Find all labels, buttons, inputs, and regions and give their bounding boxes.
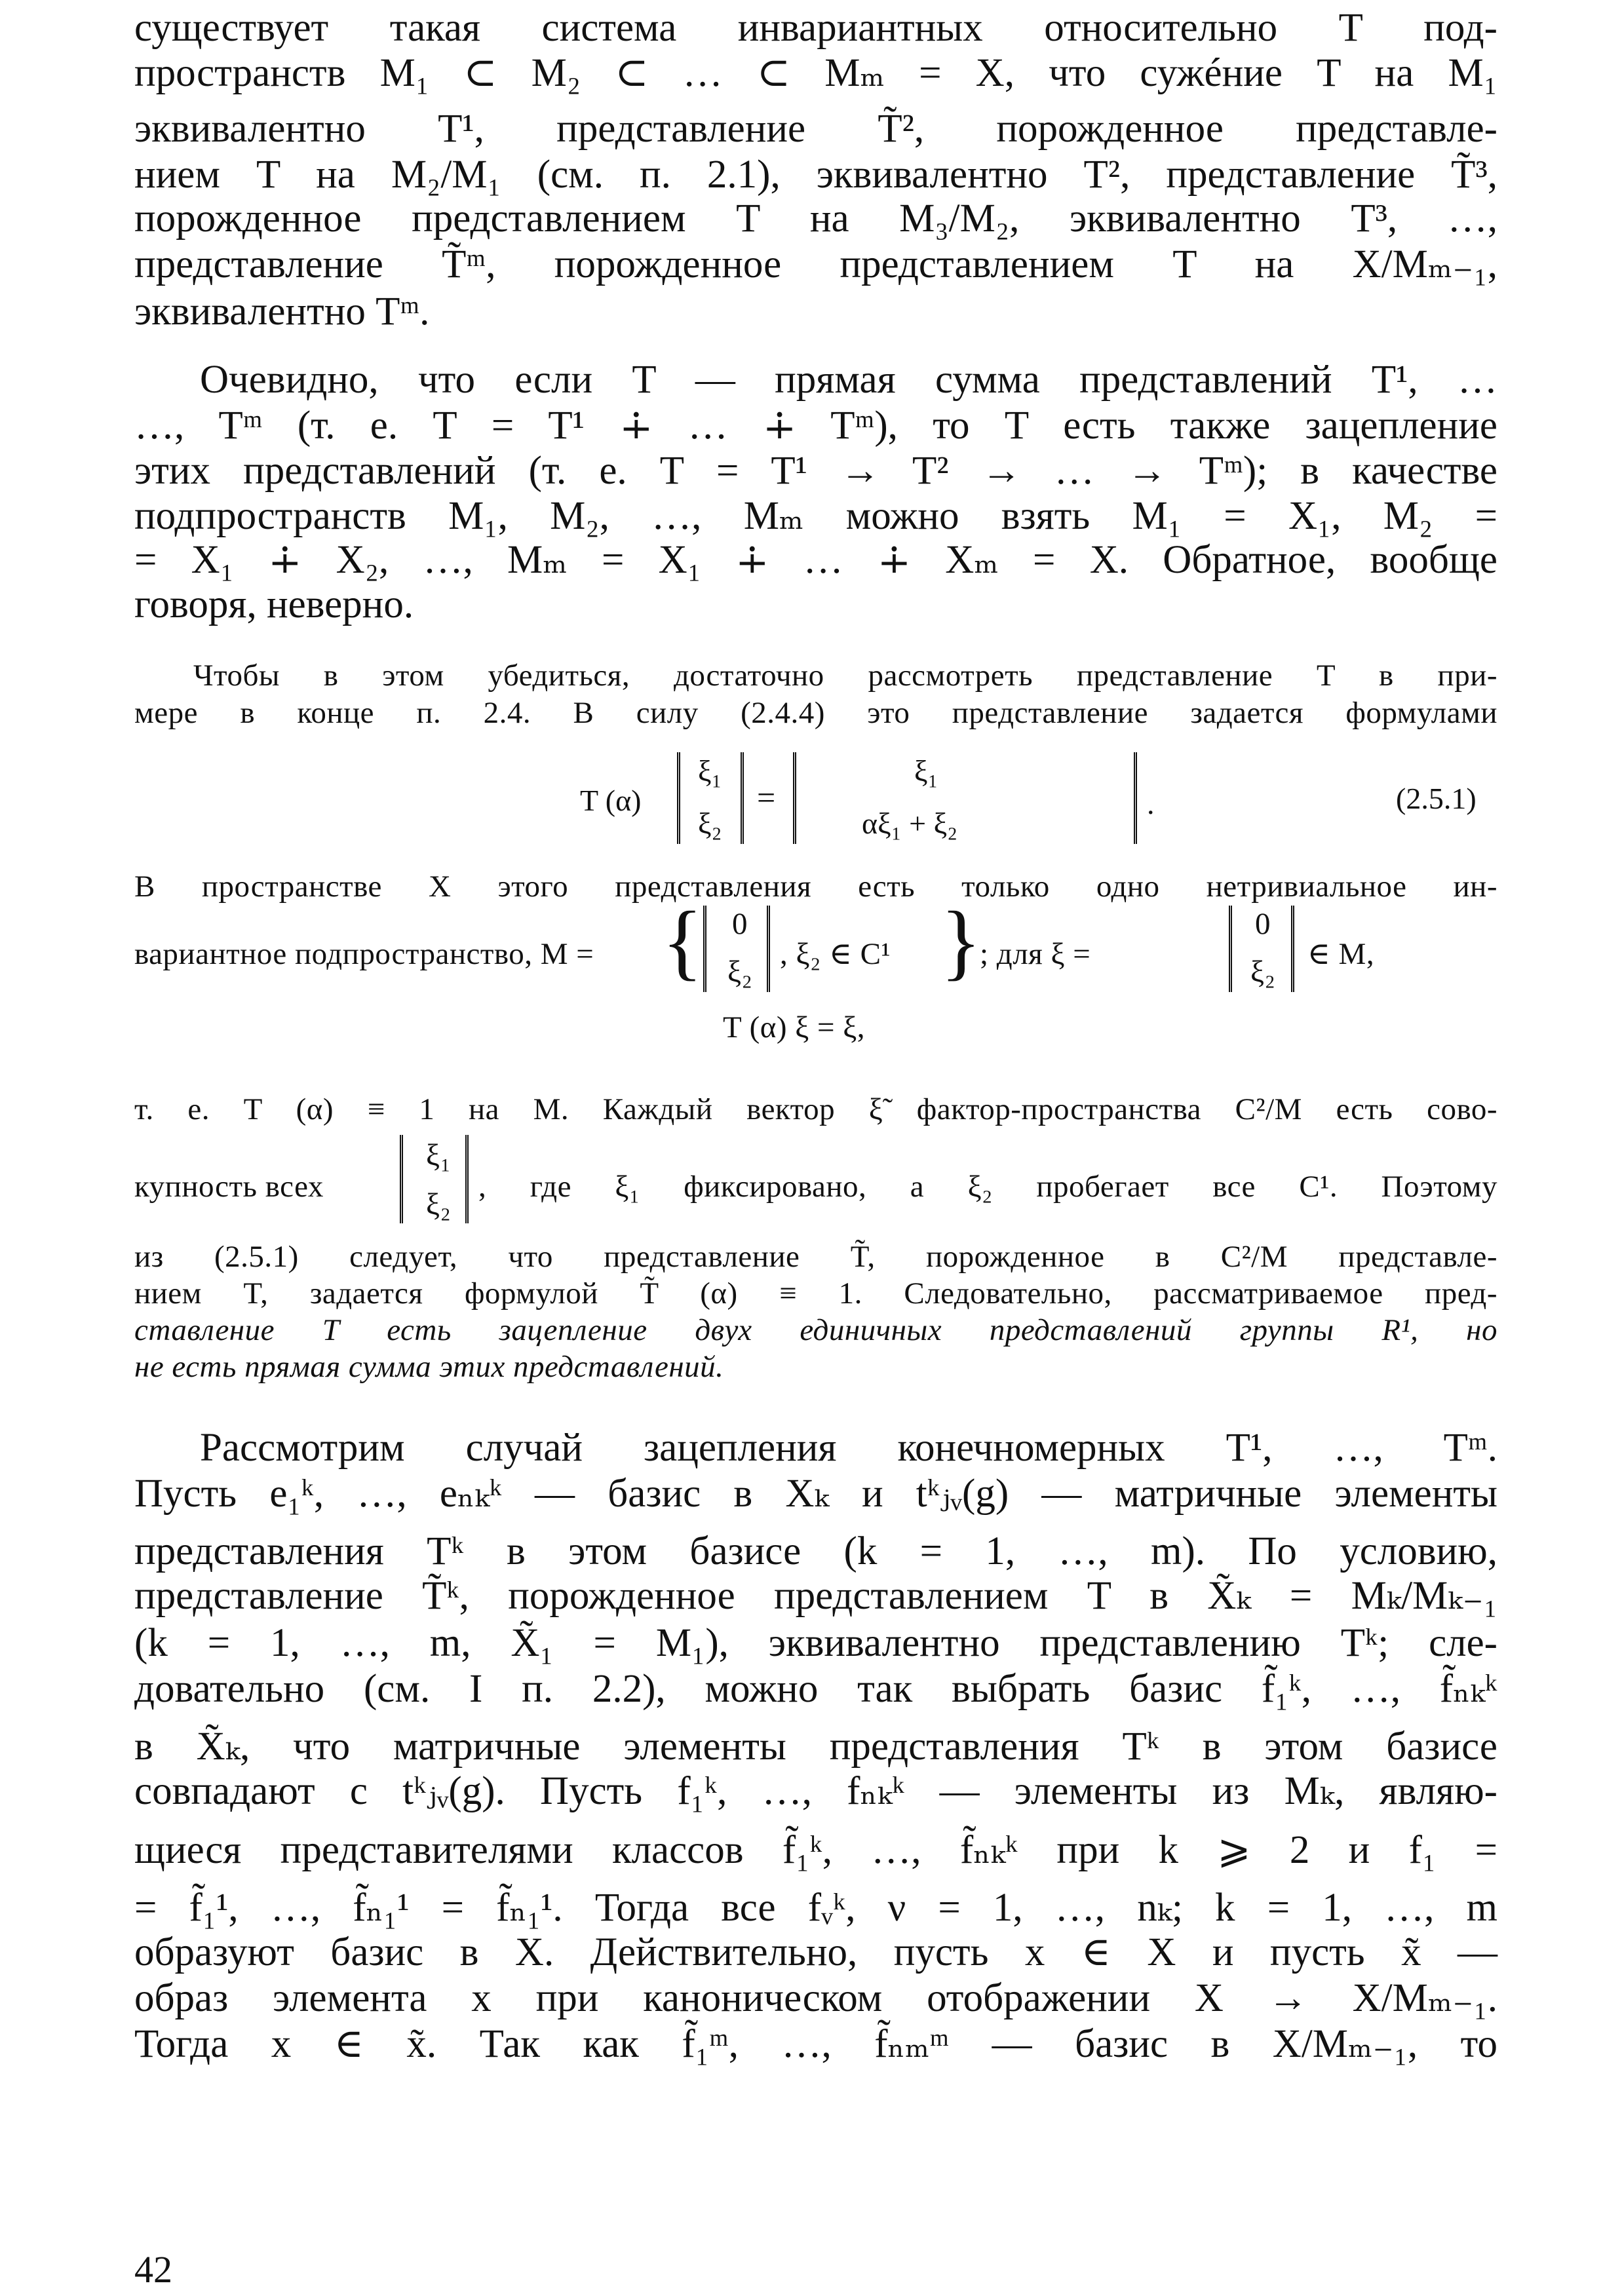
text-line: = f̃₁¹, …, f̃ₙ₁¹ = f̃ₙ₁¹. Тогда все fᵥᵏ, ν = 1, …, nₖ; k = 1, …, m [134,1886,1497,1930]
text-line: довательно (см. I п. 2.2), можно так выбрать базис f̃₁ᵏ, …, f̃ₙₖᵏ [134,1667,1497,1711]
set-condition: , ξ₂ ∈ C¹ [780,937,891,971]
text-line: из (2.5.1) следует, что представление T̃, порожденное в C²/M представле- [134,1240,1497,1274]
eq-equals: = [757,779,776,816]
text-line: образуют базис в X. Действительно, пусть x ∈ X и пусть x̃ — [134,1930,1497,1974]
text-line: этих представлений (т. е. T = T¹ → T² → … → Tᵐ); в качестве [134,449,1497,493]
text-segment: ∈ M, [1307,937,1375,971]
text-line: порожденное представлением T на M₃/M₂, эквивалентно T³, …, [134,197,1497,240]
page [134,0,1497,2296]
vector-bottom: ξ₂ [1250,955,1276,989]
brace-left: { [662,894,703,989]
text-line: пространств M₁ ⊂ M₂ ⊂ … ⊂ Mₘ = X, что сужéние T на M₁ [134,51,1497,95]
eq-bracket [677,752,680,844]
eq-period: . [1147,787,1155,820]
text-line: мере в конце п. 2.4. В силу (2.4.4) это представление задается формулами [134,696,1497,730]
text-line: представление T̃ᵏ, порожденное представлением T в X̃ₖ = Mₖ/Mₖ₋₁ [134,1574,1497,1618]
text-line: нием T на M₂/M₁ (см. п. 2.1), эквивалентно T², представление T̃³, [134,153,1497,197]
brace-right: } [940,894,982,989]
vector-bottom: ξ₂ [426,1187,452,1221]
paragraph-1 [134,5,1497,335]
text-line: нием T, задается формулой T̃ (α) ≡ 1. Следовательно, рассматриваемое пред- [134,1276,1497,1311]
text-line: = X₁ ∔ X₂, …, Mₘ = X₁ ∔ … ∔ Xₘ = X. Обратное, вообще [134,538,1497,582]
eq-bracket [793,752,796,844]
vector-bracket [703,906,706,992]
eq-rhs-top: ξ₁ [914,754,938,788]
paragraph-3 [134,1425,1497,2067]
vector-top: 0 [1255,907,1271,941]
page-number: 42 [134,2248,172,2291]
text-line: т. е. T (α) ≡ 1 на M. Каждый вектор ξ̃ фактор-пространства C²/M есть сово- [134,1092,1497,1126]
paragraph-2 [134,357,1497,628]
vector-bracket [465,1135,469,1223]
text-line: эквивалентно T¹, представление T̃², порожденное представле- [134,107,1497,151]
eq-lhs-top: ξ₁ [698,754,722,788]
small-paragraph-1 [134,657,1497,732]
vector-top: ξ₁ [426,1138,452,1172]
text-line: эквивалентно Tᵐ. [134,290,430,334]
eq-lhs: T (α) [580,784,642,817]
vector-bracket [767,906,770,992]
eq-rhs-bottom: αξ₁ + ξ₂ [862,807,958,840]
text-line: …, Tᵐ (т. е. T = T¹ ∔ … ∔ Tᵐ), то T есть также зацепление [134,404,1497,448]
vector-bracket [1229,906,1232,992]
text-line: образ элемента x при каноническом отображении X → X/Mₘ₋₁. [134,1976,1497,2020]
eq-bracket [1134,752,1137,844]
set-vector-top: 0 [732,907,748,941]
text-line: Пусть e₁ᵏ, …, eₙₖᵏ — базис в Xₖ и tᵏⱼᵥ(g) — матричные элементы [134,1472,1497,1516]
small-paragraph-3-rest [134,1238,1497,1385]
text-segment: ; для ξ = [980,937,1091,971]
text-line: Чтобы в этом убедиться, достаточно рассмотреть представление T в при- [193,659,1497,693]
small-paragraph-2 [134,868,1497,906]
text-segment: вариантное подпространство, M = [134,937,594,971]
text-segment: купность всех [134,1170,324,1204]
text-line: Тогда x ∈ x̃. Так как f̃₁ᵐ, …, f̃ₙₘᵐ — базис в X/Mₘ₋₁, то [134,2022,1497,2066]
eq-bracket [741,752,744,844]
text-line: в X̃ₖ, что матричные элементы представления Tᵏ в этом базисе [134,1725,1497,1769]
text-line: В пространстве X этого представления есть только одно нетривиальное ин- [134,870,1497,904]
text-line: представления Tᵏ в этом базисе (k = 1, …, m). По условию, [134,1529,1497,1573]
text-line: Рассмотрим случай зацепления конечномерных T¹, …, Tᵐ. [200,1426,1497,1470]
small-paragraph-3 [134,1091,1497,1128]
text-line: (k = 1, …, m, X̃₁ = M₁), эквивалентно представлению Tᵏ; сле- [134,1621,1497,1665]
vector-bracket [1291,906,1294,992]
equation-invariance: T (α) ξ = ξ, [723,1010,865,1044]
text-line: ставление T есть зацепление двух единичных представлений группы R¹, но [134,1313,1497,1347]
text-line: совпадают с tᵏⱼᵥ(g). Пусть f₁ᵏ, …, fₙₖᵏ — элементы из Mₖ, являю- [134,1769,1497,1813]
text-line: Очевидно, что если T — прямая сумма представлений T¹, … [200,358,1497,402]
text-line: существует такая система инвариантных относительно T под- [134,6,1497,50]
vector-bracket [400,1135,403,1223]
text-line: говоря, неверно. [134,583,414,626]
text-line: подпространств M₁, M₂, …, Mₘ можно взять M₁ = X₁, M₂ = [134,494,1497,538]
text-line: представление T̃ᵐ, порожденное представлением T на X/Mₘ₋₁, [134,242,1497,286]
text-line: не есть прямая сумма этих представлений. [134,1350,724,1384]
text-line: щиеся представителями классов f̃₁ᵏ, …, f̃ₙₖᵏ при k ⩾ 2 и f₁ = [134,1828,1497,1872]
eq-lhs-bottom: ξ₂ [698,807,722,840]
set-vector-bottom: ξ₂ [727,955,753,989]
equation-label: (2.5.1) [1396,782,1477,815]
text-segment: , где ξ₁ фиксировано, а ξ₂ пробегает все C¹. Поэтому [478,1170,1497,1204]
